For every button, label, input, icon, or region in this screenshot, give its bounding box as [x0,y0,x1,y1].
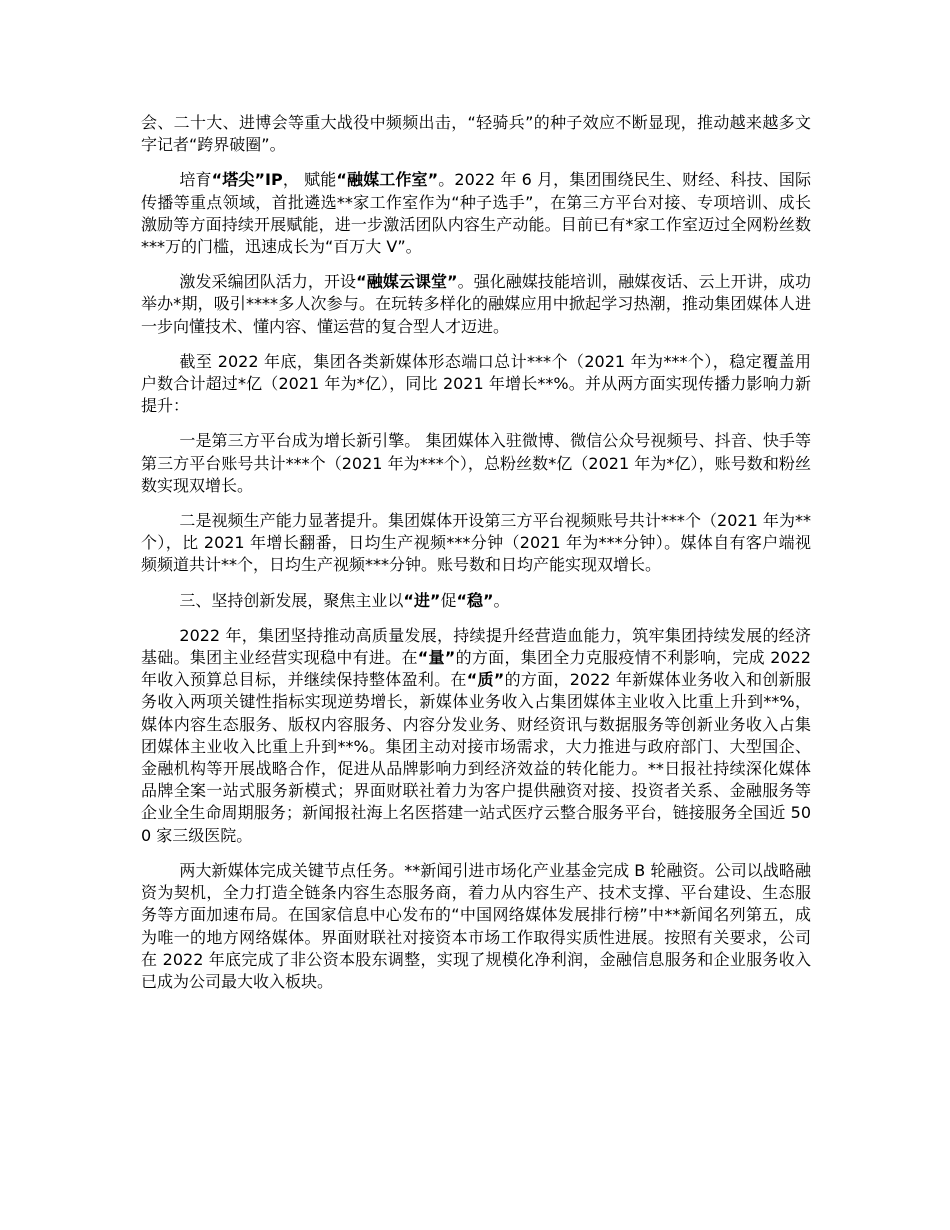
heading-text: 。 [493,590,510,610]
paragraph-text: 截至 2022 年底，集团各类新媒体形态端口总计***个（2021 年为***个），稳定覆盖用户数合计超过*亿（2021 年为*亿），同比 2021 年增长**%。并从两方面实现传播力影响力新提升： [141,351,811,416]
bold-phrase: “量” [417,648,456,668]
paragraph-9 [141,860,811,993]
paragraph-text: ， 赋能 [282,170,337,190]
paragraph-8 [141,625,811,847]
paragraph-text: 培育 [179,170,212,190]
paragraph-text: 会、二十大、进博会等重大战役中频频出击，“轻骑兵”的种子效应不断显现，推动越来越多文字记者“跨界破圈”。 [141,113,811,155]
bold-phrase: “质” [466,670,505,690]
bold-phrase: “进” [403,590,441,610]
paragraph-3 [141,271,811,338]
paragraph-text: 激发采编团队活力，开设 [179,272,357,292]
bold-phrase: “塔尖”IP [211,170,283,190]
section-heading [141,590,811,612]
bold-phrase: “融媒云课堂” [356,272,458,292]
paragraph-text: 二是视频生产能力显著提升。集团媒体开设第三方平台视频账号共计***个（2021 年为**个），比 2021 年增长翻番，日均生产视频***分钟（2021 年为***分钟）。媒体自有客户端视频频道共计**个，日均生产视频***分钟。账号数和日均产能实现双增长。 [141,511,811,575]
paragraph-text: 两大新媒体完成关键节点任务。**新闻引进市场化产业基金完成 B 轮融资。公司以战略融资为契机，全力打造全链条内容生态服务商，着力从内容生产、技术支撑、平台建设、生态服务等方面加速布局。在国家信息中心发布的“中国网络媒体发展排行榜”中**新闻名列第五，成为唯一的地方网络媒体。界面财联社对接资本市场工作取得实质性进展。按照有关要求，公司在 2022 年底完成了非公资本股东调整，实现了规模化净利润，金融信息服务和企业服务收入已成为公司最大收入板块。 [141,860,811,991]
paragraph-5 [141,430,811,497]
paragraph-text: 。2022 年 6 月，集团围绕民生、财经、科技、国际传播等重点领域，首批遴选**家工作室作为“种子选手”，在第三方平台对接、专项培训、成长激励等方面持续开展赋能，进一步激活团队内容生产动能。目前已有*家工作室迈过全网粉丝数***万的门槛，迅速成长为“百万大 V”。 [141,170,811,257]
paragraph-1 [141,112,811,156]
paragraph-text: 的方面，集团全力克服疫情不利影响，完成 2022 年收入预算总目标，并继续保持整体盈利。在 [141,648,811,690]
heading-text: 促 [440,590,457,610]
bold-phrase: “融媒工作室” [336,170,439,190]
paragraph-2 [141,169,811,258]
paragraph-text: 。强化融媒技能培训，融媒夜话、云上开讲，成功举办*期，吸引****多人次参与。在玩转多样化的融媒应用中掀起学习热潮，推动集团媒体人进一步向懂技术、懂内容、懂运营的复合型人才迈进。 [141,272,811,336]
document-page [141,112,811,1006]
heading-text: 三、坚持创新发展，聚焦主业以 [179,590,404,610]
paragraph-text: 的方面，2022 年新媒体业务收入和创新服务收入两项关键性指标实现逆势增长，新媒体业务收入占集团媒体主业收入比重上升到**%，媒体内容生态服务、版权内容服务、内容分发业务、财经资讯与数据服务等创新业务收入占集团媒体主业收入比重上升到**%。集团主动对接市场需求，大力推进与政府部门、大型国企、金融机构等开展战略合作，促进从品牌影响力到经济效益的转化能力。**日报社持续深化媒体品牌全案一站式服务新模式；界面财联社着力为客户提供融资对接、投资者关系、金融服务等企业全生命周期服务；新闻报社海上名医搭建一站式医疗云整合服务平台，链接服务全国近 500 家三级医院。 [141,670,811,845]
bold-phrase: “稳” [456,590,494,610]
paragraph-text: 2022 年，集团坚持推动高质量发展，持续提升经营造血能力，筑牢集团持续发展的经济基础。集团主业经营实现稳中有进。在 [141,625,811,668]
paragraph-6 [141,510,811,577]
paragraph-4 [141,351,811,418]
paragraph-text: 一是第三方平台成为增长新引擎。 集团媒体入驻微博、微信公众号视频号、抖音、快手等第三方平台账号共计***个（2021 年为***个），总粉丝数*亿（2021 年为*亿），账号数和粉丝数实现双增长。 [141,431,811,495]
